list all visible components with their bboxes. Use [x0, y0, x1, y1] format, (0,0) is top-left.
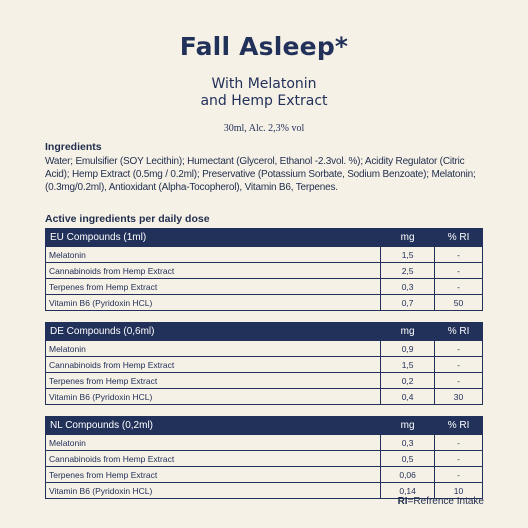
table-row	[46, 451, 483, 467]
table-row	[46, 357, 483, 373]
active-ingredients-heading: Active ingredients per daily dose	[45, 213, 210, 225]
ingredients-heading: Ingredients	[45, 141, 102, 153]
cell-mg: 0,3	[381, 435, 435, 451]
cell-name: Vitamin B6 (Pyridoxin HCL)	[46, 295, 381, 311]
cell-name: Melatonin	[46, 435, 381, 451]
cell-name: Terpenes from Hemp Extract	[46, 373, 381, 389]
cell-mg: 0,9	[381, 341, 435, 357]
cell-name: Melatonin	[46, 341, 381, 357]
column-mg: mg	[381, 417, 435, 435]
cell-ri: 10	[435, 483, 483, 499]
compound-table-de	[45, 322, 483, 405]
cell-ri: -	[435, 435, 483, 451]
product-title: Fall Asleep*	[179, 32, 349, 61]
subtitle-line-1: With Melatonin	[211, 76, 317, 92]
subtitle-line-2: and Hemp Extract	[200, 93, 328, 109]
table-header-title: NL Compounds (0,2ml)	[46, 417, 381, 435]
table-row	[46, 389, 483, 405]
table-row	[46, 341, 483, 357]
table-row	[46, 279, 483, 295]
cell-mg: 1,5	[381, 247, 435, 263]
table-header-title: DE Compounds (0,6ml)	[46, 323, 381, 341]
column-ri: % RI	[435, 417, 483, 435]
cell-mg: 0,7	[381, 295, 435, 311]
cell-name: Vitamin B6 (Pyridoxin HCL)	[46, 389, 381, 405]
compound-tables	[45, 228, 483, 510]
cell-name: Cannabinoids from Hemp Extract	[46, 451, 381, 467]
compound-table-eu	[45, 228, 483, 311]
cell-name: Vitamin B6 (Pyridoxin HCL)	[46, 483, 381, 499]
cell-ri: -	[435, 341, 483, 357]
table-row	[46, 263, 483, 279]
cell-ri: -	[435, 451, 483, 467]
cell-mg: 0,2	[381, 373, 435, 389]
cell-name: Cannabinoids from Hemp Extract	[46, 357, 381, 373]
cell-name: Cannabinoids from Hemp Extract	[46, 263, 381, 279]
column-ri: % RI	[435, 229, 483, 247]
cell-name: Melatonin	[46, 247, 381, 263]
cell-mg: 0,5	[381, 451, 435, 467]
cell-mg: 1,5	[381, 357, 435, 373]
table-header-title: EU Compounds (1ml)	[46, 229, 381, 247]
cell-ri: 50	[435, 295, 483, 311]
ri-definition: =Refrence Intake	[407, 496, 484, 507]
cell-mg: 0,06	[381, 467, 435, 483]
table-row	[46, 435, 483, 451]
cell-name: Terpenes from Hemp Extract	[46, 467, 381, 483]
table-row	[46, 467, 483, 483]
table-header-row	[46, 229, 483, 247]
column-ri: % RI	[435, 323, 483, 341]
table-row	[46, 373, 483, 389]
product-subtitle	[0, 76, 528, 110]
cell-name: Terpenes from Hemp Extract	[46, 279, 381, 295]
cell-ri: -	[435, 279, 483, 295]
cell-ri: -	[435, 247, 483, 263]
cell-mg: 0,3	[381, 279, 435, 295]
volume-info: 30ml, Alc. 2,3% vol	[223, 123, 305, 134]
cell-ri: 30	[435, 389, 483, 405]
cell-ri: -	[435, 373, 483, 389]
ri-abbreviation: RI	[397, 496, 408, 507]
cell-mg: 0,14	[381, 483, 435, 499]
compound-table-nl	[45, 416, 483, 499]
ri-footnote	[398, 496, 484, 507]
table-header-row	[46, 417, 483, 435]
cell-mg: 0,4	[381, 389, 435, 405]
table-header-row	[46, 323, 483, 341]
cell-ri: -	[435, 263, 483, 279]
column-mg: mg	[381, 229, 435, 247]
table-row	[46, 295, 483, 311]
table-row	[46, 247, 483, 263]
cell-mg: 2,5	[381, 263, 435, 279]
ingredients-text: Water; Emulsifier (SOY Lecithin); Humectant (Glycerol, Ethanol -2.3vol. %); Acidity Regulator (Citric Acid); Hemp Extract (0.5mg / 0.2ml); Preservative (Potassium Sorbate, Sodium Benzoate); Melatonin; (0.3mg/0.2ml), Antioxidant (Alpha-Tocopherol), Vitamin B6, Terpenes.	[45, 156, 476, 193]
cell-ri: -	[435, 467, 483, 483]
cell-ri: -	[435, 357, 483, 373]
column-mg: mg	[381, 323, 435, 341]
